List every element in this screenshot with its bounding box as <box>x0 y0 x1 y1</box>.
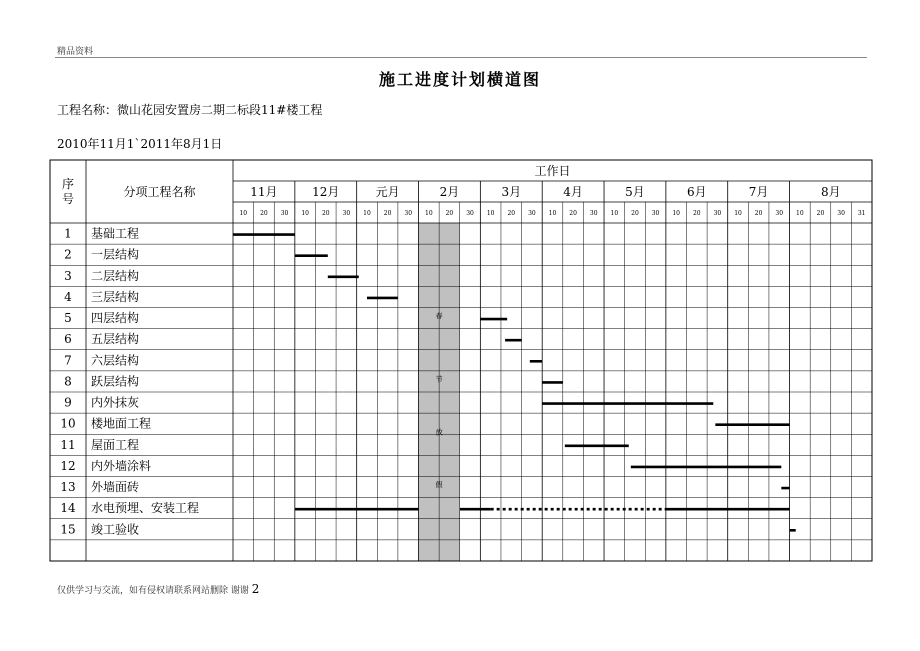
task-name: 楼地面工程 <box>91 416 152 431</box>
holiday-char: 春 <box>435 312 443 321</box>
day-label: 20 <box>321 210 330 217</box>
day-label: 10 <box>239 210 248 217</box>
day-label: 30 <box>589 210 598 217</box>
month-label: 8月 <box>820 185 841 199</box>
month-label: 4月 <box>563 185 583 199</box>
day-label: 10 <box>301 210 309 217</box>
month-label: 12月 <box>312 185 340 199</box>
task-number: 5 <box>64 311 72 326</box>
day-label: 31 <box>857 210 866 217</box>
day-label: 20 <box>816 210 825 217</box>
footer-text: 仅供学习与交流，如有侵权请联系网站删除 谢谢 <box>57 586 249 596</box>
holiday-char: 放 <box>435 428 443 437</box>
project-name: 工程名称：微山花园安置房二期二标段11#楼工程 <box>57 103 323 117</box>
task-number: 6 <box>64 332 72 347</box>
task-name: 屋面工程 <box>91 437 140 452</box>
task-number: 8 <box>64 374 72 389</box>
day-label: 30 <box>528 210 536 217</box>
col-seq-label: 序 <box>61 177 75 191</box>
footer <box>57 582 259 596</box>
task-number: 15 <box>60 522 76 537</box>
task-number: 3 <box>64 268 72 283</box>
task-name: 四层结构 <box>91 311 140 326</box>
month-label: 6月 <box>686 185 707 199</box>
task-name: 内外抹灰 <box>91 395 140 410</box>
day-label: 20 <box>692 210 701 217</box>
page-number: 2 <box>251 582 260 596</box>
task-number: 14 <box>60 501 76 516</box>
day-label: 10 <box>672 210 680 217</box>
month-label: 7月 <box>748 185 769 199</box>
day-label: 30 <box>404 210 413 217</box>
month-label: 5月 <box>625 185 645 199</box>
task-name: 一层结构 <box>91 247 140 262</box>
day-label: 10 <box>610 210 619 217</box>
task-number: 2 <box>64 247 72 262</box>
day-label: 20 <box>383 210 392 217</box>
page-title: 施工进度计划横道图 <box>378 70 541 89</box>
task-name: 基础工程 <box>91 226 140 241</box>
task-name: 二层结构 <box>91 268 140 283</box>
day-label: 20 <box>631 210 639 217</box>
task-name: 竣工验收 <box>91 522 140 537</box>
month-label: 元月 <box>375 185 400 199</box>
task-number: 4 <box>64 289 72 304</box>
date-range: 2010年11月1`2011年8月1日 <box>57 137 223 151</box>
task-number: 10 <box>60 416 76 431</box>
task-name: 跃层结构 <box>91 374 140 389</box>
day-label: 30 <box>466 210 474 217</box>
task-name: 外墙面砖 <box>91 480 140 495</box>
day-label: 30 <box>280 210 289 217</box>
day-label: 20 <box>754 210 763 217</box>
month-label: 11月 <box>250 185 278 199</box>
day-label: 10 <box>734 210 742 217</box>
task-number: 13 <box>60 480 76 495</box>
day-label: 10 <box>486 210 495 217</box>
task-number: 11 <box>60 437 76 452</box>
holiday-char: 假 <box>435 481 443 490</box>
day-label: 20 <box>260 210 268 217</box>
day-label: 10 <box>796 210 804 217</box>
day-label: 10 <box>363 210 371 217</box>
day-label: 30 <box>775 210 784 217</box>
task-name: 三层结构 <box>91 289 140 304</box>
day-label: 30 <box>713 210 722 217</box>
task-number: 7 <box>64 353 72 368</box>
col-name-label: 分项工程名称 <box>123 185 196 199</box>
task-number: 1 <box>64 226 72 241</box>
month-label: 2月 <box>439 185 460 199</box>
month-label: 3月 <box>501 185 522 199</box>
day-label: 30 <box>651 210 660 217</box>
day-label: 10 <box>548 210 557 217</box>
day-label: 20 <box>569 210 577 217</box>
task-name: 水电预埋、安装工程 <box>91 501 200 516</box>
day-label: 20 <box>445 210 454 217</box>
day-label: 30 <box>342 210 351 217</box>
holiday-char: 节 <box>435 375 443 384</box>
task-name: 五层结构 <box>91 332 140 347</box>
day-label: 10 <box>425 210 433 217</box>
col-seq-label: 号 <box>61 192 75 206</box>
header-label: 精品资料 <box>57 47 94 57</box>
task-name: 六层结构 <box>91 353 140 368</box>
task-number: 12 <box>60 458 76 473</box>
work-days-label: 工作日 <box>534 164 571 178</box>
task-name: 内外墙涂料 <box>91 458 152 473</box>
day-label: 20 <box>507 210 516 217</box>
day-label: 30 <box>837 210 845 217</box>
task-number: 9 <box>64 395 72 410</box>
